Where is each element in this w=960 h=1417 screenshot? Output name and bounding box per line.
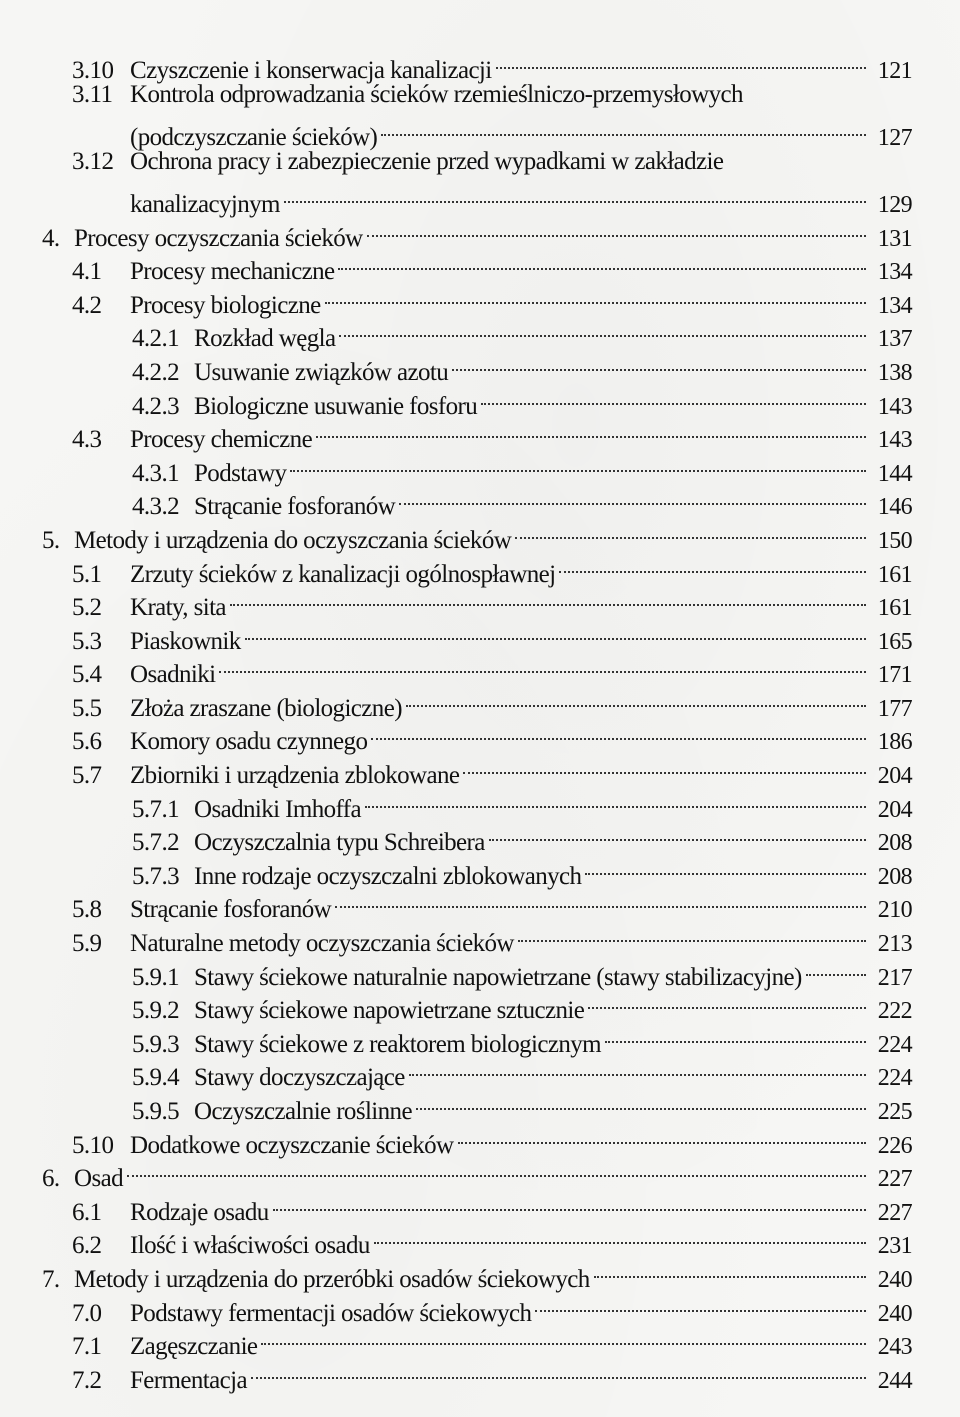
- dot-leader: [588, 985, 866, 1019]
- dot-leader: [284, 178, 866, 212]
- toc-number: 4.2.2: [132, 358, 180, 386]
- toc-number: 7.0: [72, 1299, 102, 1327]
- toc-page-number: 146: [877, 494, 912, 521]
- dot-leader: [605, 1018, 866, 1052]
- toc-number: 5.9.2: [132, 997, 180, 1025]
- toc-number: 5.7.2: [132, 829, 180, 857]
- toc-row: [0, 313, 960, 353]
- toc-number: 5.2: [72, 594, 102, 622]
- toc-title: Oczyszczalnia typu Schreibera: [194, 829, 485, 857]
- toc-number: 5.7: [72, 762, 102, 790]
- toc-number: 3.10: [72, 56, 114, 84]
- dot-leader: [399, 481, 866, 515]
- toc-title: Naturalne metody oczyszczania ścieków: [130, 930, 514, 958]
- toc-page-number: 224: [877, 1031, 912, 1058]
- toc-title: Ochrona pracy i zabezpieczenie przed wypadkami w zakładzie: [130, 147, 724, 175]
- toc-row: [0, 951, 960, 991]
- toc-title: Strącanie fosforanów: [130, 896, 332, 924]
- toc-number: 5.9.3: [132, 1030, 180, 1058]
- toc-title: Metody i urządzenia do przeróbki osadów ściekowych: [74, 1265, 590, 1293]
- toc-row: [0, 414, 960, 454]
- toc-title: Czyszczenie i konserwacja kanalizacji: [130, 56, 492, 84]
- dot-leader: [535, 1287, 866, 1321]
- toc-number: 4.2: [72, 291, 102, 319]
- toc-row: [0, 1321, 960, 1361]
- toc-page-number: 171: [877, 662, 912, 689]
- dot-leader: [406, 682, 866, 716]
- toc-title: Usuwanie związków azotu: [194, 358, 449, 386]
- toc-row: [0, 817, 960, 857]
- toc-number: 6.1: [72, 1198, 102, 1226]
- toc-page-number: 243: [877, 1334, 912, 1361]
- toc-row: [0, 582, 960, 622]
- dot-leader: [458, 1119, 866, 1153]
- toc-title: Podstawy: [194, 459, 287, 487]
- toc-page-number: 137: [877, 326, 912, 353]
- toc-title: Strącanie fosforanów: [194, 493, 396, 521]
- toc-row: [0, 447, 960, 487]
- dot-leader: [245, 615, 866, 649]
- toc-row: [0, 917, 960, 958]
- toc-page-number: 222: [877, 998, 912, 1025]
- dot-leader: [316, 414, 866, 448]
- toc-page-number: 217: [877, 964, 912, 991]
- dot-leader: [463, 749, 866, 783]
- dot-leader: [338, 246, 866, 280]
- toc-number: 6.2: [72, 1232, 102, 1260]
- toc-row: [0, 481, 960, 521]
- toc-row: [0, 78, 960, 112]
- toc-entry[interactable]: [72, 145, 912, 179]
- dot-leader: [230, 582, 866, 616]
- dot-leader: [416, 1085, 866, 1119]
- toc-title: Procesy biologiczne: [130, 291, 321, 319]
- toc-page-number: 165: [877, 628, 912, 655]
- toc-page-number: 134: [877, 259, 912, 286]
- dot-leader: [290, 447, 866, 481]
- toc-page-number: 225: [877, 1099, 912, 1125]
- toc-number: 5.9.5: [132, 1098, 180, 1125]
- toc-number: 4.1: [72, 258, 102, 286]
- toc-title: Procesy chemiczne: [130, 426, 313, 454]
- dot-leader: [367, 212, 866, 246]
- toc-row: [0, 514, 960, 554]
- toc-number: 5.5: [72, 694, 102, 722]
- toc-row: [0, 212, 960, 252]
- toc-page-number: 231: [877, 1233, 912, 1260]
- toc-title: Komory osadu czynnego: [130, 728, 368, 756]
- toc-title: Stawy ściekowe z reaktorem biologicznym: [194, 1030, 602, 1058]
- toc-page-number: 210: [877, 897, 912, 924]
- toc-title: Inne rodzaje oczyszczalni zblokowanych: [194, 862, 582, 890]
- toc-title: Osad: [74, 1165, 123, 1193]
- toc-title: Zagęszczanie: [130, 1333, 258, 1361]
- toc-row: [0, 783, 960, 823]
- toc-page-number: 204: [877, 763, 912, 790]
- toc-page-number: 208: [877, 863, 912, 890]
- toc-number: 5.9.1: [132, 963, 180, 991]
- toc-row: [0, 1287, 960, 1327]
- dot-leader: [594, 1253, 866, 1287]
- toc-title: Stawy ściekowe napowietrzane sztucznie: [194, 997, 585, 1025]
- toc-number: 4.3: [72, 426, 102, 454]
- toc-page-number: 227: [877, 1199, 912, 1226]
- toc-row: [0, 682, 960, 722]
- toc-row: [0, 246, 960, 286]
- toc-title: Piaskownik: [130, 627, 241, 655]
- toc-page-number: 208: [877, 830, 912, 857]
- toc-number: 7.1: [72, 1333, 102, 1361]
- toc-row: [0, 850, 960, 890]
- toc-title: Stawy doczyszczające: [194, 1064, 405, 1092]
- toc-page-number: 204: [877, 796, 912, 823]
- dot-leader: [452, 346, 866, 380]
- dot-leader: [374, 1220, 866, 1254]
- toc-number: 6.: [42, 1165, 60, 1193]
- toc-number: 4.2.3: [132, 392, 180, 420]
- toc-page-number: 240: [877, 1300, 912, 1327]
- toc-page-number: 144: [877, 460, 912, 487]
- dot-leader: [339, 313, 866, 347]
- toc-title: Osadniki: [130, 661, 216, 689]
- toc-page-number: 127: [877, 124, 912, 151]
- toc-number: 5.7.1: [132, 795, 180, 823]
- toc-row: [0, 985, 960, 1025]
- toc-title: Stawy ściekowe naturalnie napowietrzane (stawy stabilizacyjne): [194, 963, 802, 991]
- toc-page-number: 177: [877, 695, 912, 722]
- dot-leader: [251, 1354, 866, 1388]
- toc-row: [0, 44, 960, 84]
- dot-leader: [371, 716, 866, 750]
- toc-row: [0, 380, 960, 420]
- toc-title: Osadniki Imhoffa: [194, 795, 361, 823]
- toc-row: [0, 1085, 960, 1125]
- toc-row: [0, 279, 960, 319]
- toc-title: Rodzaje osadu: [130, 1198, 269, 1226]
- toc-row: [0, 649, 960, 689]
- toc-row: [0, 615, 960, 655]
- toc-title: Ilość i właściwości osadu: [130, 1232, 370, 1260]
- toc-page-number: 129: [877, 191, 912, 218]
- toc-row: [0, 178, 960, 218]
- toc-page-number: 131: [877, 225, 912, 252]
- toc-number: 5.3: [72, 627, 102, 655]
- toc-title: Metody i urządzenia do oczyszczania ścieków: [74, 526, 512, 554]
- toc-number: 4.3.1: [132, 459, 180, 487]
- toc-number: 5.6: [72, 728, 102, 756]
- toc-title: Fermentacja: [130, 1366, 247, 1394]
- toc-title: Kraty, sita: [130, 594, 226, 622]
- toc-number: 5.8: [72, 896, 102, 924]
- dot-leader: [261, 1321, 866, 1355]
- toc-number: 7.: [42, 1265, 60, 1293]
- dot-leader: [806, 951, 866, 985]
- toc-row: [0, 1153, 960, 1193]
- dot-leader: [325, 279, 866, 313]
- toc-row: [0, 111, 960, 151]
- dot-leader: [219, 649, 866, 683]
- toc-title: Zbiorniki i urządzenia zblokowane: [130, 762, 460, 790]
- toc-page-number: 224: [877, 1065, 912, 1092]
- toc-number: 4.: [42, 224, 60, 252]
- toc-number: 5.9.4: [132, 1064, 180, 1092]
- toc-page-number: 161: [877, 595, 912, 622]
- toc-row: [0, 1186, 960, 1226]
- toc-page-number: 134: [877, 292, 912, 319]
- toc-page-number: 244: [877, 1367, 912, 1394]
- dot-leader: [585, 850, 866, 884]
- toc-title: Zrzuty ścieków z kanalizacji ogólnospławnej: [130, 560, 556, 588]
- dot-leader: [381, 111, 866, 145]
- toc-page-number: 121: [877, 57, 912, 84]
- toc-entry[interactable]: [72, 78, 912, 112]
- toc-number: 4.2.1: [132, 325, 180, 353]
- toc-page-number: 226: [877, 1132, 912, 1159]
- toc-row: [0, 1052, 960, 1092]
- toc-row: [0, 749, 960, 790]
- toc-row: [0, 1253, 960, 1293]
- dot-leader: [518, 917, 866, 951]
- toc-number: 3.12: [72, 147, 114, 175]
- toc-page-number: 240: [877, 1266, 912, 1293]
- toc-number: 5.9: [72, 930, 102, 958]
- toc-title: Kontrola odprowadzania ścieków rzemieślniczo-przemysłowych: [130, 80, 743, 108]
- toc-title: Złoża zraszane (biologiczne): [130, 694, 402, 722]
- toc-page-number: 150: [877, 527, 912, 554]
- toc-number: 5.10: [72, 1131, 114, 1159]
- toc-row: [0, 145, 960, 179]
- toc-row: [0, 884, 960, 924]
- toc-title: Procesy oczyszczania ścieków: [74, 224, 363, 252]
- toc-title: Oczyszczalnie roślinne: [194, 1098, 412, 1125]
- dot-leader: [559, 548, 866, 582]
- toc-title: Rozkład węgla: [194, 325, 336, 353]
- toc-title: Podstawy fermentacji osadów ściekowych: [130, 1299, 532, 1327]
- dot-leader: [489, 817, 866, 851]
- toc-title: (podczyszczanie ścieków): [130, 123, 378, 151]
- dot-leader: [335, 884, 866, 918]
- table-of-contents: [0, 44, 960, 1394]
- dot-leader: [515, 514, 866, 548]
- toc-page-number: 186: [877, 729, 912, 756]
- dot-leader: [127, 1153, 866, 1187]
- toc-number: 5.4: [72, 661, 102, 689]
- toc-title: Dodatkowe oczyszczanie ścieków: [130, 1131, 454, 1159]
- toc-number: 5.1: [72, 560, 102, 588]
- toc-number: 7.2: [72, 1366, 102, 1394]
- toc-row: [0, 346, 960, 386]
- toc-number: 3.11: [72, 80, 113, 108]
- toc-page-number: 138: [877, 359, 912, 386]
- toc-title: Biologiczne usuwanie fosforu: [194, 392, 478, 420]
- toc-row: [0, 548, 960, 588]
- dot-leader: [273, 1186, 866, 1220]
- toc-number: 5.7.3: [132, 862, 180, 890]
- toc-row: [0, 1354, 960, 1394]
- toc-page-number: 143: [877, 393, 912, 420]
- toc-page-number: 161: [877, 561, 912, 588]
- toc-row: [0, 1119, 960, 1159]
- toc-page-number: 143: [877, 427, 912, 454]
- dot-leader: [365, 783, 866, 817]
- toc-page-number: 227: [877, 1166, 912, 1193]
- dot-leader: [409, 1052, 866, 1086]
- toc-number: 4.3.2: [132, 493, 180, 521]
- toc-row: [0, 1220, 960, 1260]
- toc-number: 5.: [42, 526, 60, 554]
- toc-row: [0, 1018, 960, 1058]
- toc-title: Procesy mechaniczne: [130, 258, 335, 286]
- toc-entry[interactable]: [72, 1354, 912, 1398]
- toc-title: kanalizacyjnym: [130, 190, 280, 218]
- toc-page-number: 213: [877, 931, 912, 958]
- toc-row: [0, 716, 960, 756]
- dot-leader: [496, 44, 866, 78]
- dot-leader: [481, 380, 866, 414]
